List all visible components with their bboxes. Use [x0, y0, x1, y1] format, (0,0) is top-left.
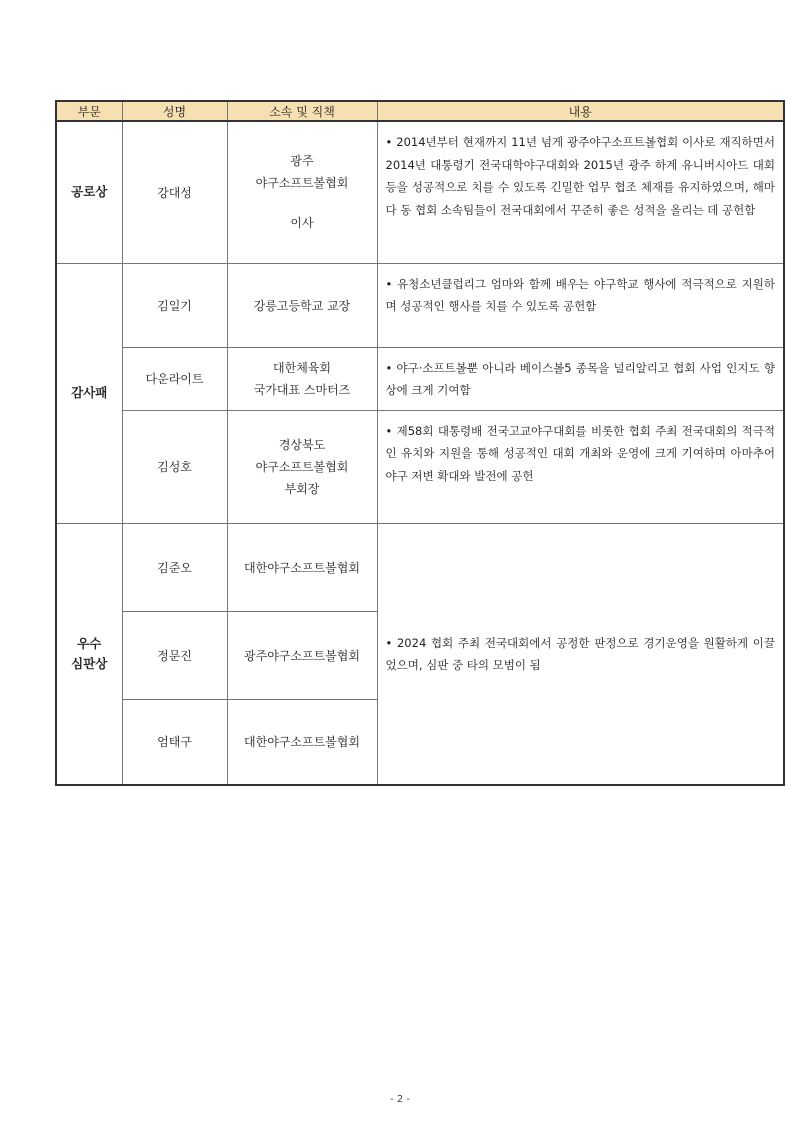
category-thanks: 감사패	[56, 263, 122, 523]
category-line: 심판상	[71, 655, 108, 671]
affiliation-line: 야구소프트볼협회	[255, 176, 349, 191]
affiliation-line: 경상북도	[278, 437, 326, 452]
table-row	[56, 263, 784, 347]
affiliation-line: 대한체육회	[273, 360, 331, 375]
affiliation-line: 부회장	[284, 481, 320, 496]
header-name: 성명	[122, 101, 227, 121]
awards-table	[55, 100, 785, 786]
page-number: - 2 -	[390, 1094, 410, 1105]
award-content: • 야구·소프트볼뿐 아니라 베이스볼5 종목을 널리알리고 협회 사업 인지도 향상에 크게 기여함	[377, 347, 784, 410]
affiliation-line: 야구소프트볼협회	[255, 459, 349, 474]
recipient-affiliation	[227, 347, 377, 410]
header-content: 내용	[377, 101, 784, 121]
recipient-name: 김준오	[122, 523, 227, 611]
recipient-name: 김성호	[122, 410, 227, 523]
table-row	[56, 523, 784, 611]
affiliation-line: 이사	[290, 216, 314, 231]
recipient-affiliation: 대한야구소프트볼협회	[227, 699, 377, 785]
table-row	[56, 410, 784, 523]
table-row	[56, 347, 784, 410]
header-category: 부문	[56, 101, 122, 121]
recipient-name: 다운라이트	[122, 347, 227, 410]
affiliation-line: 국가대표 스마터즈	[253, 382, 351, 397]
award-content: • 유청소년클럽리그 엄마와 함께 배우는 야구학교 행사에 적극적으로 지원하며 성공적인 행사를 치를 수 있도록 공헌함	[377, 263, 784, 347]
category-umpire	[56, 523, 122, 785]
award-content: • 2024 협회 주최 전국대회에서 공정한 판정으로 경기운영을 원활하게 이끌었으며, 심판 중 타의 모범이 됨	[377, 523, 784, 785]
recipient-affiliation: 광주야구소프트볼협회	[227, 611, 377, 699]
header-affiliation: 소속 및 직책	[227, 101, 377, 121]
recipient-name: 김일기	[122, 263, 227, 347]
recipient-name: 정문진	[122, 611, 227, 699]
recipient-name: 엄태구	[122, 699, 227, 785]
table-row	[56, 121, 784, 263]
affiliation-line: 광주	[290, 154, 314, 169]
recipient-affiliation	[227, 121, 377, 263]
table-header-row	[56, 101, 784, 121]
recipient-affiliation: 대한야구소프트볼협회	[227, 523, 377, 611]
category-merit: 공로상	[56, 121, 122, 263]
category-line: 우수	[77, 635, 102, 651]
recipient-affiliation	[227, 410, 377, 523]
recipient-name: 강대성	[122, 121, 227, 263]
award-content: • 2014년부터 현재까지 11년 넘게 광주야구소프트볼협회 이사로 재직하면서 2014년 대통령기 전국대학야구대회와 2015년 광주 하계 유니버시아드 대회 등을 성공적으로 치를 수 있도록 긴밀한 업무 협조 체재를 유지하였으며, 해마다 동 협회 소속팀들이 전국대회에서 꾸준히 좋은 성적을 올리는 데 공헌함	[377, 121, 784, 263]
recipient-affiliation: 강릉고등학교 교장	[227, 263, 377, 347]
award-content: • 제58회 대통령배 전국고교야구대회를 비롯한 협회 주최 전국대회의 적극적인 유치와 지원을 통해 성공적인 대회 개최와 운영에 크게 기여하며 아마추어 야구 저변 확대와 발전에 공헌	[377, 410, 784, 523]
